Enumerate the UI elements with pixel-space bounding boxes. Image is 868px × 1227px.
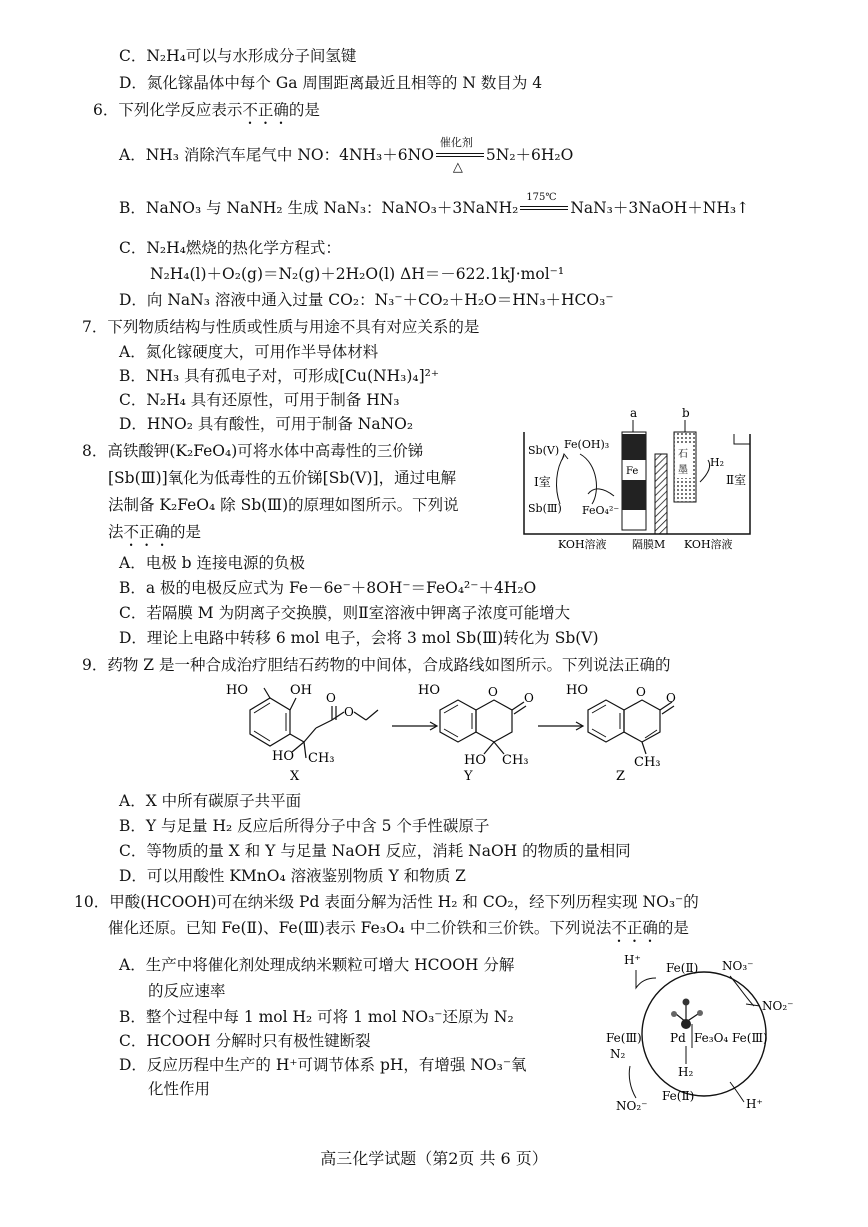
x-carbonyl-o: O	[326, 691, 336, 705]
no2-right-label: NO₂⁻	[762, 999, 794, 1013]
q5-option-c: C．N₂H₄可以与水形成分子间氢键	[119, 47, 357, 65]
no3-arrow	[730, 976, 754, 1006]
q6-a-post: 5N₂＋6H₂O	[485, 146, 574, 164]
q6-option-c-equation: N₂H₄(l)＋O₂(g)＝N₂(g)＋2H₂O(l) ΔH＝－622.1kJ·mol⁻¹	[150, 265, 565, 283]
q10-option-a: A．生产中将催化剂处理成纳米颗粒可增大 HCOOH 分解	[119, 956, 515, 974]
q7-option-c: C．N₂H₄ 具有还原性，可用于制备 HN₃	[119, 391, 400, 409]
atom-left	[671, 1011, 677, 1017]
q10-option-c: C．HCOOH 分解时只有极性键断裂	[119, 1032, 371, 1050]
q6-stem	[93, 99, 320, 128]
catalytic-cycle-diagram	[606, 948, 806, 1118]
q6-b-pre: B．NaNO₃ 与 NaNH₂ 生成 NaN₃：NaNO₃＋3NaNH₂	[119, 199, 519, 217]
y-ho-bottom: HO	[464, 753, 486, 768]
q5-option-d: D．氮化镓晶体中每个 Ga 周围距离最近且相等的 N 数目为 4	[119, 74, 543, 92]
no2-bottom-arrow	[629, 1066, 636, 1098]
q8-stem-pre: 法	[108, 523, 124, 541]
z-ch3: CH₃	[634, 755, 661, 770]
q6-b-post: NaN₃＋3NaOH＋NH₃↑	[570, 199, 750, 217]
q6-option-c: C．N₂H₄燃烧的热化学方程式：	[119, 239, 341, 257]
sbv-label: Sb(V)	[528, 444, 560, 457]
no2-bottom-label: NO₂⁻	[616, 1099, 648, 1113]
q9-option-c: C．等物质的量 X 和 Y 与足量 NaOH 反应，消耗 NaOH 的物质的量相同	[119, 842, 631, 860]
x-ester-o: O	[344, 705, 354, 719]
synthesis-route-diagram	[220, 680, 680, 786]
q8-stem-post: 的是	[170, 523, 202, 541]
q6-option-d: D．向 NaN₃ 溶液中通入过量 CO₂：N₃⁻＋CO₂＋H₂O＝HN₃＋HCO₃⁻	[119, 291, 614, 309]
q8-stem-line1: 8．高铁酸钾(K₂FeO₄)可将水体中高毒性的三价锑	[82, 442, 424, 460]
q8-option-d: D．理论上电路中转移 6 mol 电子，会将 3 mol Sb(Ⅲ)转化为 Sb(V)	[119, 629, 599, 647]
h-plus-top-arrow	[636, 970, 656, 988]
q10-option-b: B．整个过程中每 1 mol H₂ 可将 1 mol NO₃⁻还原为 N₂	[119, 1008, 514, 1026]
q8-option-b: B．a 极的电极反应式为 Fe－6e⁻＋8OH⁻＝FeO₄²⁻＋4H₂O	[119, 579, 537, 597]
membrane-m	[655, 454, 667, 534]
q6-a-heat-label: △	[452, 160, 463, 175]
q6-b-condition-arrow	[518, 192, 570, 219]
fe2-bottom-label: Fe(Ⅱ)	[662, 1089, 695, 1103]
q6-option-b	[119, 192, 750, 219]
molecule-z	[588, 700, 674, 754]
q9-stem: 9．药物 Z 是一种合成治疗胆结石药物的中间体，合成路线如图所示。下列说法正确的	[82, 656, 671, 674]
q6-b-temperature-label: 175℃	[526, 192, 557, 203]
q8-stem-line4	[108, 521, 201, 550]
h2-label: H₂	[710, 456, 725, 469]
fe3-right-label: Fe(Ⅲ)	[732, 1031, 768, 1045]
q8-stem-emphasis: 不正确	[123, 523, 171, 541]
fe2-top-label: Fe(Ⅱ)	[666, 961, 699, 975]
membrane-label: 隔膜M	[632, 538, 666, 551]
x-ho-bottom: HO	[272, 749, 294, 764]
page-footer: 高三化学试题（第2页 共 6 页）	[320, 1149, 548, 1168]
sbiii-label: Sb(Ⅲ)	[528, 502, 562, 515]
h-plus-bottom-arrow	[730, 1082, 744, 1102]
fe3-left-label: Fe(Ⅲ)	[606, 1031, 642, 1045]
feo4-label: FeO₄²⁻	[582, 504, 620, 517]
q8-stem-line2: [Sb(Ⅲ)]氧化为低毒性的五价锑[Sb(V)]，通过电解	[108, 469, 457, 487]
y-ho: HO	[418, 683, 440, 698]
q7-option-a: A．氮化镓硬度大，可用作半导体材料	[119, 343, 379, 361]
graphite-text-1: 石	[678, 449, 688, 460]
koh-left-label: KOH溶液	[558, 538, 607, 551]
q9-option-a: A．X 中所有碳原子共平面	[119, 792, 302, 810]
q10-stem-pre: 催化还原。已知 Fe(Ⅱ)、Fe(Ⅲ)表示 Fe₃O₄ 中二价铁和三价铁。下列说法	[108, 919, 612, 937]
q6-a-catalyst-label: 催化剂	[439, 136, 473, 149]
atom-top	[683, 999, 690, 1006]
h2-arrow	[700, 460, 710, 482]
q10-option-d: D．反应历程中生产的 H⁺可调节体系 pH，有增强 NO₃⁻氧	[119, 1056, 527, 1074]
h-plus-top-label: H⁺	[624, 953, 641, 967]
electrode-a-label: a	[630, 406, 638, 420]
electrode-b-label: b	[682, 406, 690, 420]
q7-option-b: B．NH₃ 具有孤电子对，可形成[Cu(NH₃)₄]²⁺	[119, 367, 440, 385]
z-ring-o: O	[636, 685, 646, 699]
q6-a-pre: A．NH₃ 消除汽车尾气中 NO：4NH₃＋6NO	[119, 146, 434, 164]
q8-stem-line3: 法制备 K₂FeO₄ 除 Sb(Ⅲ)的原理如图所示。下列说	[108, 496, 459, 514]
q7-option-d: D．HNO₂ 具有酸性，可用于制备 NaNO₂	[119, 415, 414, 433]
n2-label: N₂	[610, 1047, 626, 1061]
x-oh-top: OH	[290, 683, 312, 698]
feo4-arrow	[588, 489, 614, 496]
q10-stem-emphasis: 不正确	[611, 919, 658, 937]
pd-label: Pd	[670, 1031, 686, 1045]
atom-right	[697, 1010, 703, 1016]
q6-stem-post: 的是	[288, 101, 320, 119]
x-ch3: CH₃	[308, 751, 335, 766]
q10-option-a-cont: 的反应速率	[148, 982, 226, 1000]
room-2-label: Ⅱ室	[726, 473, 747, 487]
q6-stem-pre: 6．下列化学反应表示	[93, 101, 243, 119]
q10-stem-post: 的是	[657, 919, 689, 937]
q10-option-d-cont: 化性作用	[148, 1080, 211, 1098]
q6-b-equals-bar	[520, 206, 568, 210]
q6-option-a	[119, 136, 574, 175]
feoh3-label: Fe(OH)₃	[564, 438, 610, 451]
y-ring-o: O	[488, 685, 498, 699]
z-label: Z	[616, 769, 626, 784]
sb-arrow-head	[562, 454, 568, 460]
q8-option-a: A．电极 b 连接电源的负极	[119, 554, 305, 572]
q10-stem-line2	[108, 917, 689, 946]
q6-stem-emphasis: 不正确	[242, 101, 289, 119]
gas-outlet	[734, 434, 750, 444]
q9-option-b: B．Y 与足量 H₂ 反应后所得分子中含 5 个手性碳原子	[119, 817, 490, 835]
sb-oxidation-arrow	[557, 456, 564, 504]
molecule-y	[440, 700, 526, 754]
electrode-a-dark-bottom	[622, 480, 646, 510]
electrolysis-cell-diagram	[520, 404, 760, 552]
atom-center	[681, 1019, 691, 1029]
z-carbonyl-o: O	[666, 691, 676, 705]
koh-right-label: KOH溶液	[684, 538, 733, 551]
q9-option-d: D．可以用酸性 KMnO₄ 溶液鉴别物质 Y 和物质 Z	[119, 867, 466, 885]
q7-stem: 7．下列物质结构与性质或性质与用途不具有对应关系的是	[82, 318, 480, 336]
fe-cycle-arrow	[580, 454, 596, 504]
no3-label: NO₃⁻	[722, 959, 754, 973]
h-plus-bottom-label: H⁺	[746, 1097, 763, 1111]
x-label: X	[290, 769, 300, 784]
q8-option-c: C．若隔膜 M 为阴离子交换膜，则Ⅱ室溶液中钾离子浓度可能增大	[119, 604, 571, 622]
x-ho-top: HO	[226, 683, 248, 698]
z-ho: HO	[566, 683, 588, 698]
y-ch3: CH₃	[502, 753, 529, 768]
electrode-a-fe-text: Fe	[626, 466, 639, 477]
graphite-text-2: 墨	[678, 465, 688, 476]
y-carbonyl-o: O	[524, 691, 534, 705]
room-1-label: Ⅰ室	[534, 475, 551, 489]
q6-a-condition-arrow	[434, 136, 486, 175]
q10-stem-line1: 10．甲酸(HCOOH)可在纳米级 Pd 表面分解为活性 H₂ 和 CO₂，经下列历程实现 NO₃⁻的	[74, 893, 699, 911]
center-h2-label: H₂	[678, 1065, 694, 1079]
fe3o4-label: Fe₃O₄	[694, 1031, 729, 1045]
y-label: Y	[464, 769, 473, 784]
molecule-x	[250, 688, 378, 758]
electrode-a-dark-top	[622, 434, 646, 460]
